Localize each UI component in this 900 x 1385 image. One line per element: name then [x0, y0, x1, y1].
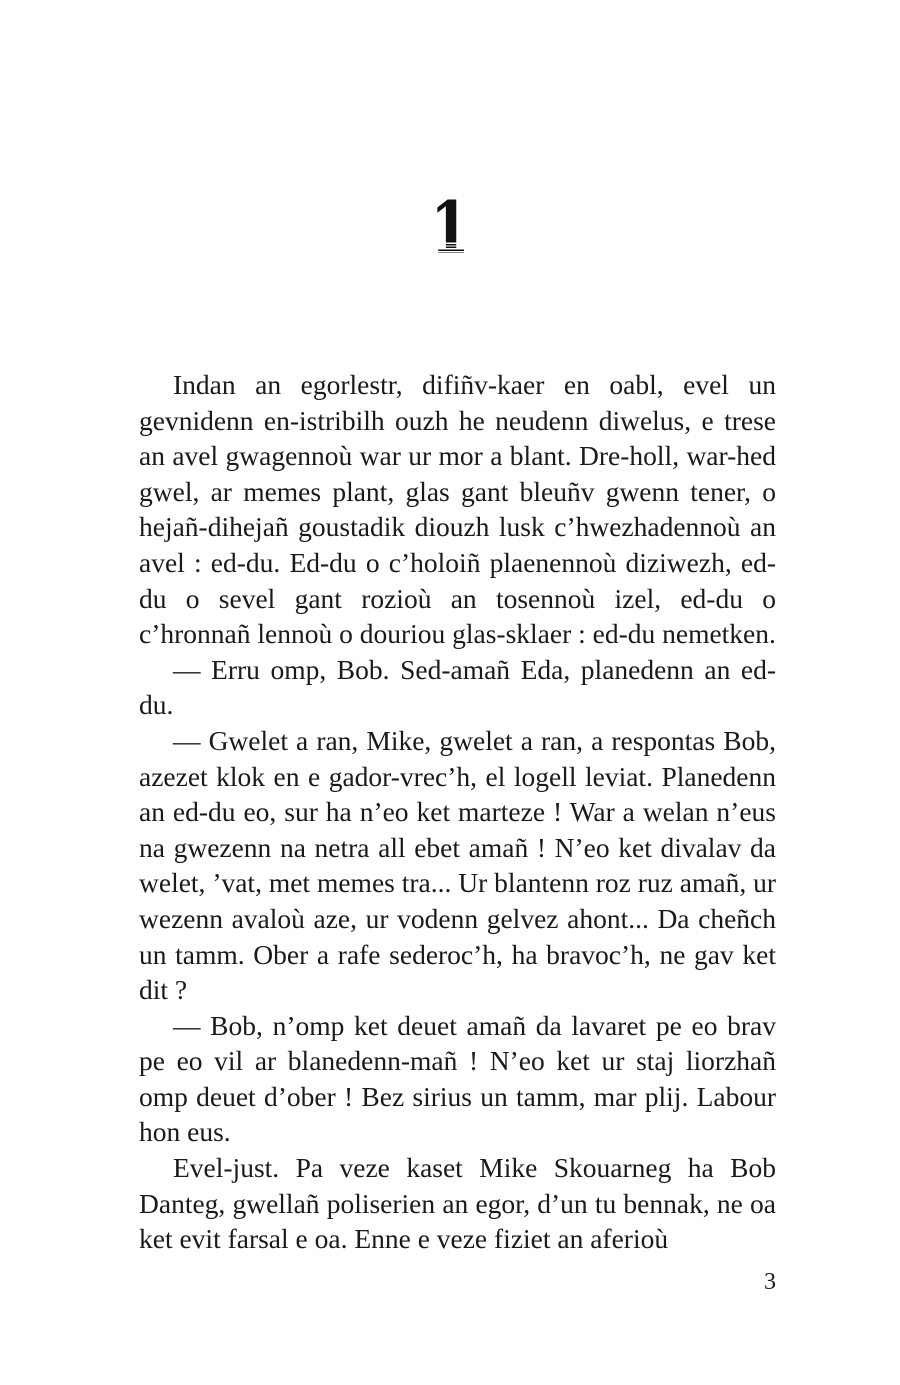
paragraph: — Gwelet a ran, Mike, gwelet a ran, a respontas Bob, azezet klok en e gador-vrec’h, el logell leviat. Planedenn an ed-du eo, sur ha n’eo ket marteze ! War a welan n’eus na gwezenn na netra all ebet amañ ! N’eo ket divalav da welet, ’vat, met memes tra... Ur blantenn roz ruz amañ, ur wezenn avaloù aze, ur vodenn gelvez ahont... Da cheñch un tamm. Ober a rafe sederoc’h, ha bravoc’h, ne gav ket dit ?: [139, 724, 776, 1006]
chapter-number: 1: [430, 185, 470, 270]
paragraph: Indan an egorlestr, difiñv-kaer en oabl, evel un gevnidenn en-istribilh ouzh he neudenn diwelus, e trese an avel gwagennoù war ur mor a blant. Dre-holl, war-hed gwel, ar memes plant, glas gant bleuñv gwenn tener, o hejañ-dihejañ goustadik diouzh lusk c’hwezhadennoù an avel : ed-du. Ed-du o c’holoiñ plaenennoù diziwezh, ed-du o sevel gant rozioù an tosennoù izel, ed-du o c’hronnañ lennoù o douriou glas-sklaer : ed-du nemetken.: [139, 369, 776, 650]
paragraph: — Erru omp, Bob. Sed-amañ Eda, planedenn an ed-du.: [139, 653, 776, 721]
paragraph: — Bob, n’omp ket deuet amañ da lavaret pe eo brav pe eo vil ar blanedenn-mañ ! N’eo ket ur staj liorzhañ omp deuet d’ober ! Bez sirius un tamm, mar plij. Labour hon eus.: [139, 1009, 776, 1148]
page-number: 3: [764, 1269, 776, 1295]
body-text: [139, 367, 776, 1257]
paragraph: Evel-just. Pa veze kaset Mike Skouarneg ha Bob Danteg, gwellañ poliserien an egor, d’un tu bennak, ne oa ket evit farsal e oa. Enne e veze fiziet an aferioù: [139, 1152, 776, 1255]
